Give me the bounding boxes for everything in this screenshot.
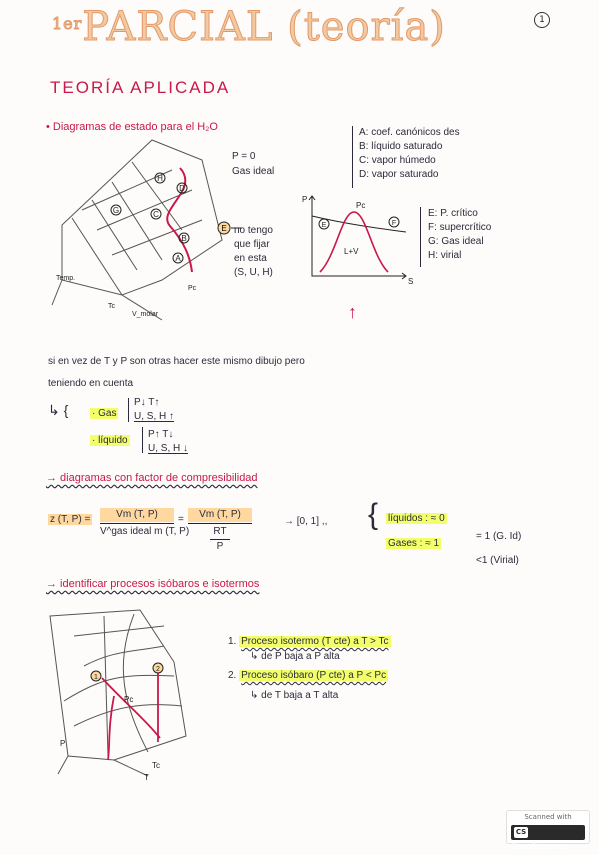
- svg-text:H: H: [157, 174, 163, 183]
- pt-point-pc: Pc: [124, 695, 134, 704]
- ps-marker-f: [389, 217, 399, 227]
- pt-axis-p: P: [60, 739, 66, 748]
- pt-marker-2: [153, 663, 163, 673]
- return-arrow: ↳ {: [48, 402, 69, 418]
- liquid-label: · líquido: [92, 435, 128, 446]
- pvt-surface-sketch: [52, 130, 232, 320]
- region-marker-g: [111, 205, 121, 215]
- svg-text:F: F: [391, 220, 397, 227]
- z-equals: =: [178, 514, 184, 525]
- axis-volumen-label: V_molar: [132, 311, 159, 318]
- ps-marker-e: [319, 219, 329, 229]
- pt-surface-sketch: [44, 606, 194, 782]
- ps-label-lv: L+V: [344, 247, 359, 256]
- liquid-relations: P↑ T↓ U, S, H ↓: [148, 429, 189, 454]
- marker-e-arrow: [216, 220, 246, 240]
- ps-label-pc: Pc: [356, 201, 366, 210]
- process-2: 2. Proceso isóbaro (P cte) a P < Pc: [228, 670, 387, 681]
- svg-text:B: B: [181, 234, 187, 243]
- ps-diagram: [302, 194, 416, 286]
- svg-text:G: G: [112, 206, 120, 215]
- svg-text:C: C: [153, 210, 159, 219]
- svg-text:A: A: [175, 254, 181, 263]
- cases-brace: {: [368, 498, 379, 531]
- gas-ideal-label: Gas ideal: [232, 166, 275, 177]
- scanned-with-label: Scanned with: [524, 813, 572, 821]
- process-2-sub: ↳ de T baja a T alta: [250, 690, 339, 701]
- axis-temp-label: Temp.: [56, 275, 76, 282]
- procesos-heading: → identificar procesos isóbaros e isotermos: [46, 578, 260, 590]
- axis-tc-label: Tc: [108, 303, 115, 310]
- gas-label: · Gas: [92, 408, 117, 419]
- region-marker-a: [173, 253, 183, 263]
- section2-line1: si en vez de T y P son otras hacer este mismo dibujo pero: [48, 356, 305, 367]
- p0-label: P = 0: [232, 151, 256, 162]
- legend-bottom-bar: [420, 207, 421, 267]
- svg-text:D: D: [179, 184, 185, 193]
- camscanner-icon: CS: [515, 828, 527, 836]
- camscanner-badge: [506, 810, 590, 852]
- process-1-sub: ↳ de P baja a P alta: [250, 651, 340, 662]
- page-number: 1: [534, 12, 550, 28]
- page-title: $^{1er}$PARCIAL (teoría): [52, 4, 446, 50]
- section2-line2: teniendo en cuenta: [48, 378, 134, 389]
- gas-cases: = 1 (G. Id) <1 (Virial): [476, 531, 522, 566]
- region-marker-h: [155, 173, 165, 183]
- svg-text:E: E: [221, 224, 227, 233]
- legend-bottom: E: P. crítico F: supercrítico G: Gas ideal H: virial: [428, 208, 492, 261]
- interval: → [0, 1] ,,: [284, 516, 328, 527]
- bullet-diagramas-estado: • Diagramas de estado para el H₂O: [46, 121, 218, 133]
- process-1: 1. Proceso isotermo (T cte) a T > Tc: [228, 636, 389, 647]
- z-formula: z (T, P) =: [50, 514, 91, 525]
- region-marker-d: [177, 183, 187, 193]
- camscanner-logo: CSCamScanner: [511, 825, 585, 840]
- ps-axis-s: S: [408, 277, 414, 286]
- z-fraction2: Vm (T, P) RT P: [188, 508, 252, 554]
- region-marker-b: [179, 233, 189, 243]
- gas-relations: P↓ T↑ U, S, H ↑: [134, 397, 175, 422]
- pt-axis-t: T: [144, 773, 149, 782]
- liquid-brace: [142, 427, 143, 453]
- z-fraction1: Vm (T, P) V^gas ideal m (T, P): [100, 509, 190, 537]
- compresibilidad-heading: → diagramas con factor de compresibilidad: [46, 472, 258, 484]
- liquidos-value: líquidos : ≈ 0: [388, 513, 445, 524]
- pt-axis-tc: Tc: [152, 761, 160, 770]
- section-subtitle: TEORÍA APLICADA: [50, 78, 231, 97]
- svg-text:2: 2: [156, 666, 160, 673]
- svg-text:1: 1: [94, 674, 98, 681]
- note-e: no tengo que fijar en esta (S, U, H): [234, 225, 273, 278]
- svg-text:E: E: [321, 222, 327, 229]
- gas-brace: [128, 398, 129, 422]
- legend-top: A: coef. canónicos des B: líquido saturado C: vapor húmedo D: vapor saturado: [359, 127, 460, 180]
- ps-axis-p: P: [302, 195, 308, 204]
- pt-marker-1: [91, 671, 101, 681]
- legend-top-bar: [352, 126, 353, 188]
- gases-value: Gases : ≈ 1: [388, 538, 440, 549]
- region-marker-c: [151, 209, 161, 219]
- axis-pc-label: Pc: [188, 285, 197, 292]
- up-arrow: ↑: [348, 302, 357, 322]
